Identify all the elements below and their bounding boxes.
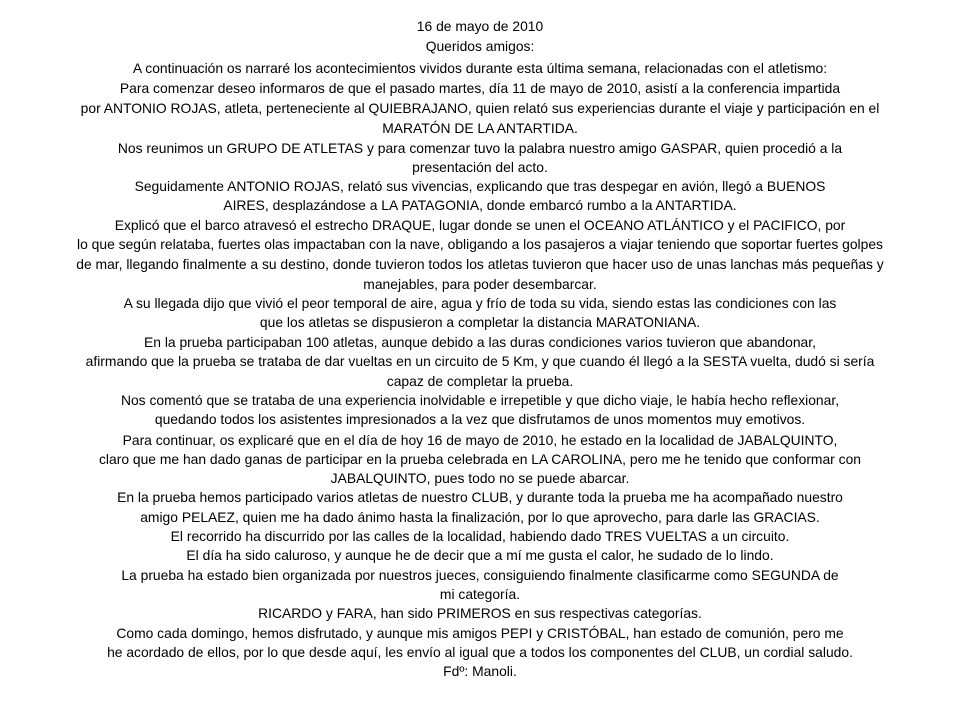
letter-line: claro que me han dado ganas de participar en la prueba celebrada en LA CAROLINA, pero me he tenido que conformar con [98, 451, 862, 467]
letter-line: La prueba ha estado bien organizada por nuestros jueces, consiguiendo finalmente clasificarme como SEGUNDA de [121, 567, 839, 583]
letter-document [0, 18, 960, 708]
letter-line: Nos reunimos un GRUPO DE ATLETAS y para comenzar tuvo la palabra nuestro amigo GASPAR, quien procedió a la [117, 140, 843, 156]
letter-line: En la prueba hemos participado varios atletas de nuestro CLUB, y durante toda la prueba me ha acompañado nuestro [117, 489, 843, 505]
letter-line: lo que según relataba, fuertes olas impactaban con la nave, obligando a los pasajeros a viajar teniendo que soportar fuertes golpes [77, 236, 883, 252]
letter-line: En la prueba participaban 100 atletas, aunque debido a las duras condiciones varios tuvieron que abandonar, [144, 334, 816, 350]
letter-line: capaz de completar la prueba. [386, 373, 574, 389]
letter-line: manejables, para poder desembarcar. [363, 276, 597, 292]
letter-line: Para comenzar deseo informaros de que el pasado martes, día 11 de mayo de 2010, asistí a la conferencia impartida [119, 80, 841, 96]
letter-line: quedando todos los asistentes impresionados a la vez que disfrutamos de unos momentos muy emotivos. [154, 411, 806, 427]
letter-line: amigo PELAEZ, quien me ha dado ánimo hasta la finalización, por lo que aprovecho, para darle las GRACIAS. [140, 509, 820, 525]
letter-greeting: Queridos amigos: [425, 38, 535, 54]
letter-line: El recorrido ha discurrido por las calles de la localidad, habiendo dado TRES VUELTAS a un circuito. [170, 528, 790, 544]
letter-line: A su llegada dijo que vivió el peor temporal de aire, agua y frío de toda su vida, siendo estas las condiciones con las [123, 295, 837, 311]
letter-line: de mar, llegando finalmente a su destino, donde tuvieron todos los atletas tuvieron que hacer uso de unas lanchas más pequeñas y [76, 256, 884, 272]
letter-line: El día ha sido caluroso, y aunque he de decir que a mí me gusta el calor, he sudado de lo lindo. [186, 547, 774, 563]
letter-signature: Fdº: Manoli. [443, 663, 517, 679]
letter-line: MARATÓN DE LA ANTARTIDA. [382, 120, 578, 136]
letter-line: por ANTONIO ROJAS, atleta, perteneciente al QUIEBRAJANO, quien relató sus experiencias durante el viaje y participación en el [80, 100, 880, 116]
letter-line: Seguidamente ANTONIO ROJAS, relató sus vivencias, explicando que tras despegar en avión, llegó a BUENOS [134, 178, 826, 194]
letter-line: que los atletas se dispusieron a completar la distancia MARATONIANA. [259, 314, 701, 330]
letter-date: 16 de mayo de 2010 [416, 18, 544, 34]
letter-line: presentación del acto. [412, 159, 548, 175]
letter-line: AIRES, desplazándose a LA PATAGONIA, donde embarcó rumbo a la ANTARTIDA. [223, 197, 737, 213]
letter-line: afirmando que la prueba se trataba de dar vueltas en un circuito de 5 Km, y que cuando él llegó a la SESTA vuelta, dudó si sería [85, 353, 875, 369]
letter-line: Nos comentó que se trataba de una experiencia inolvidable e irrepetible y que dicho viaje, le había hecho reflexionar, [120, 392, 840, 408]
letter-line: Como cada domingo, hemos disfrutado, y aunque mis amigos PEPI y CRISTÓBAL, han estado de comunión, pero me [116, 625, 844, 641]
letter-line: he acordado de ellos, por lo que desde aquí, les envío al igual que a todos los componentes del CLUB, un cordial saludo. [107, 644, 853, 660]
letter-line: mi categoría. [439, 586, 521, 602]
letter-line: JABALQUINTO, pues todo no se puede abarcar. [330, 470, 630, 486]
letter-line: RICARDO y FARA, han sido PRIMEROS en sus respectivas categorías. [258, 605, 702, 621]
letter-line: Para continuar, os explicaré que en el día de hoy 16 de mayo de 2010, he estado en la localidad de JABALQUINTO, [122, 432, 838, 448]
letter-line: A continuación os narraré los acontecimientos vividos durante esta última semana, relacionadas con el atletismo: [132, 60, 828, 76]
letter-line: Explicó que el barco atravesó el estrecho DRAQUE, lugar donde se unen el OCEANO ATLÁNTICO y el PACIFICO, por [114, 217, 846, 233]
